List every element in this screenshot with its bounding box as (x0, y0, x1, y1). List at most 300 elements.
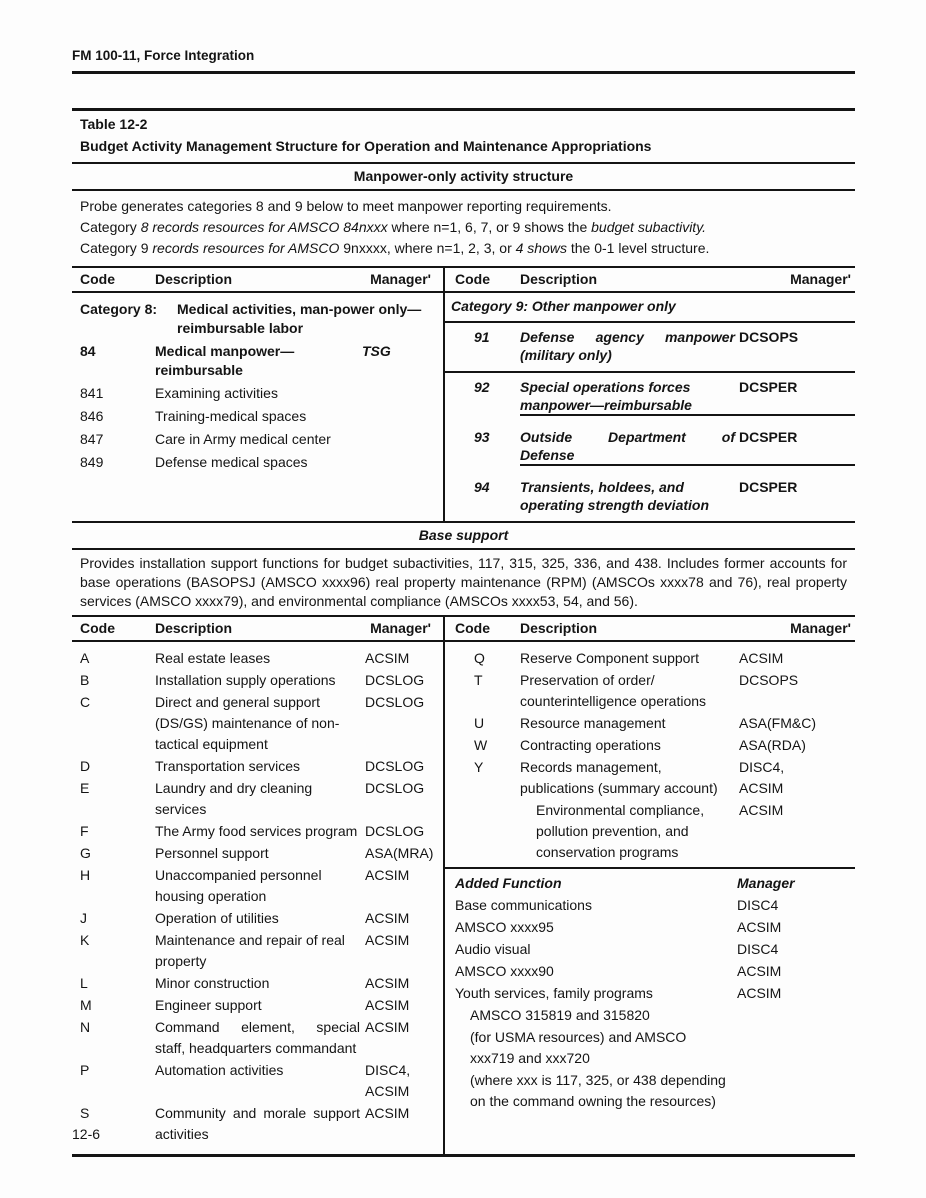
text-segment: where n=1, 6, 7, or 9 shows the (387, 219, 592, 235)
row-manager (360, 692, 443, 755)
row-description (520, 648, 735, 669)
category8-column (72, 293, 443, 521)
text-line: ACSIM (365, 650, 410, 666)
text-line: Medical manpower— (155, 343, 295, 359)
row-manager (360, 453, 443, 472)
section1-body (72, 293, 855, 521)
code-text: 93 (474, 429, 490, 445)
text-line: (for USMA resources) and AMSCO (470, 1029, 687, 1045)
row-manager (735, 328, 855, 364)
text-line: DCSLOG (365, 758, 425, 774)
text-line: Direct and general support (155, 694, 320, 710)
code-text: 84 (80, 343, 96, 359)
text-line: Audio visual (455, 941, 531, 957)
text-line: ACSIM (365, 867, 410, 883)
row-manager (737, 1005, 855, 1026)
row-code (72, 430, 155, 449)
text-line: DCSOPS (739, 672, 799, 688)
code-text: E (80, 780, 90, 796)
text-line: DISC4, (739, 759, 785, 775)
base-support-right-rows (445, 642, 855, 863)
code-column-header: Code (80, 271, 115, 287)
text-line: xxx719 and xxx720 (470, 1050, 590, 1066)
table-row (72, 1060, 443, 1102)
row-description (520, 713, 735, 734)
text-line: manpower—reimbursable (520, 397, 692, 413)
text-line: (where xxx is 117, 325, or 438 depending (470, 1072, 726, 1088)
row-description (455, 873, 737, 894)
row-description (520, 735, 735, 756)
text-line: AMSCO xxxx95 (455, 919, 554, 935)
row-manager (360, 648, 443, 669)
text-line: DCSLOG (365, 672, 425, 688)
text-line: ACSIM (737, 963, 782, 979)
text-line: ACSIM (365, 932, 410, 948)
row-manager (737, 939, 855, 960)
text-line: DISC4 (737, 941, 779, 957)
page-number: 12-6 (72, 1126, 101, 1142)
text-line: housing operation (155, 888, 267, 904)
text-line: reimbursable labor (177, 320, 304, 336)
table-row (72, 778, 443, 820)
row-code (72, 453, 155, 472)
row-manager (737, 917, 855, 938)
code-text: 849 (80, 454, 104, 470)
text-line: ACSIM (739, 802, 784, 818)
text-line: ACSIM (737, 919, 782, 935)
category-label: Category 9: Other manpower only (451, 298, 676, 314)
code-text: 846 (80, 408, 104, 424)
row-description (155, 973, 360, 994)
row-manager (735, 428, 855, 466)
text-line: AMSCO 315819 and 315820 (470, 1007, 650, 1023)
text-line: ACSIM (365, 997, 410, 1013)
text-line: TSG (362, 343, 391, 359)
text-line: Medical activities, man-power only— (177, 301, 422, 317)
table-row (445, 939, 855, 960)
row-description (155, 1060, 360, 1102)
text-line: Command element, special (155, 1019, 360, 1035)
row-description (520, 800, 735, 863)
text-line: ASA(RDA) (739, 737, 806, 753)
code-text: Category 8: (80, 301, 158, 317)
code-text: T (474, 672, 483, 688)
code-text: A (80, 650, 90, 666)
row-code (445, 713, 520, 734)
row-code (72, 1017, 155, 1059)
section2-intro: Provides installation support functions for budget subactivities, 117, 315, 325, 336, and 438. Includes former accounts for base operations (BASOPSJ (AMSCO xxxx96) real property maintenance (RPM) (AMSCOs xxxx78 and 76), real property services (AMSCO xxxx79), and environmental compliance (AMSCOs xxxx53, 54, and 56). (72, 550, 855, 617)
row-code (72, 1060, 155, 1102)
row-description (155, 407, 360, 426)
row-manager (360, 1103, 443, 1145)
table-row (72, 670, 443, 691)
table-row (72, 995, 443, 1016)
section2-band-title: Base support (72, 521, 855, 550)
section2-column-headers (72, 617, 855, 642)
table-row (72, 930, 443, 972)
column-header-right (443, 268, 855, 291)
text-line: DISC4, (365, 1062, 411, 1078)
row-manager (737, 1027, 855, 1069)
row-manager (360, 908, 443, 929)
row-description (520, 428, 735, 466)
row-description (470, 1027, 737, 1069)
text-line: publications (summary account) (520, 780, 718, 796)
text-line: ACSIM (365, 1083, 410, 1099)
row-code (72, 778, 155, 820)
intro-line (80, 196, 847, 217)
text-line: pollution prevention, and (536, 823, 689, 839)
row-manager (735, 800, 855, 863)
row-description (520, 378, 735, 416)
text-line: Real estate leases (155, 650, 271, 666)
text-line: Resource management (520, 715, 666, 731)
row-code (72, 843, 155, 864)
text-line: ACSIM (365, 1105, 410, 1121)
text-line: DCSLOG (365, 694, 425, 710)
text-segment: Category 9 (80, 240, 153, 256)
column-header-left (72, 268, 443, 291)
text-line: staff, headquarters commandant (155, 1040, 357, 1056)
row-code (72, 995, 155, 1016)
added-function-block (445, 867, 855, 1119)
table-row (445, 1005, 855, 1026)
text-line: (military only) (520, 347, 612, 363)
section1-column-headers (72, 268, 855, 293)
text-line: Automation activities (155, 1062, 284, 1078)
table-row (445, 473, 855, 521)
row-manager (735, 735, 855, 756)
description-column-header: Description (520, 620, 598, 636)
text-line: Records management, (520, 759, 662, 775)
row-code (72, 648, 155, 669)
code-text: C (80, 694, 91, 710)
row-description (520, 670, 735, 712)
section1-band-title: Manpower-only activity structure (72, 164, 855, 191)
row-code (72, 670, 155, 691)
code-text: F (80, 823, 89, 839)
row-description (455, 895, 737, 916)
text-line: reimbursable (155, 362, 243, 378)
row-description (455, 917, 737, 938)
manager-column-header: Manager' (790, 620, 851, 636)
row-code (72, 821, 155, 842)
table-row (445, 917, 855, 938)
text-line: DCSLOG (365, 823, 425, 839)
code-text: S (80, 1105, 90, 1121)
row-code (445, 428, 520, 466)
table-row (445, 735, 855, 756)
text-line: ACSIM (365, 910, 410, 926)
table-row (72, 300, 443, 338)
row-code (72, 756, 155, 777)
header-title: FM 100-11, Force Integration (72, 48, 255, 63)
text-line: DCSPER (739, 429, 798, 445)
text-segment: Probe generates categories 8 and 9 below to meet manpower reporting requirements. (80, 198, 612, 214)
row-description (155, 1017, 360, 1059)
code-text: L (80, 975, 88, 991)
row-description (455, 961, 737, 982)
text-line: Defense agency manpower (520, 329, 735, 345)
text-line: Examining activities (155, 385, 278, 401)
text-line: Reserve Component support (520, 650, 699, 666)
row-manager (737, 961, 855, 982)
code-text: P (80, 1062, 90, 1078)
row-code (445, 800, 520, 863)
row-code (72, 342, 155, 380)
category9-column (443, 293, 855, 521)
text-line: Installation supply operations (155, 672, 336, 688)
table-row (445, 713, 855, 734)
row-code (445, 757, 520, 799)
row-description (155, 670, 360, 691)
text-line: Engineer support (155, 997, 262, 1013)
row-code (72, 908, 155, 929)
code-text: N (80, 1019, 91, 1035)
row-description (455, 983, 737, 1004)
row-description (155, 756, 360, 777)
text-segment: records resources for AMSCO (152, 240, 340, 256)
row-manager (360, 930, 443, 972)
code-text: 847 (80, 431, 104, 447)
text-line: DCSLOG (365, 780, 425, 796)
row-description (455, 939, 737, 960)
row-manager (432, 300, 443, 338)
base-support-right-column (443, 642, 855, 1154)
table-row (72, 865, 443, 907)
text-line: ACSIM (739, 650, 784, 666)
text-line: Youth services, family programs (455, 985, 653, 1001)
table-row (72, 648, 443, 669)
table-row (445, 800, 855, 863)
base-support-left-column (72, 642, 443, 1154)
text-line: Added Function (455, 875, 562, 891)
row-manager (737, 895, 855, 916)
code-column-header: Code (455, 271, 490, 287)
row-manager (360, 865, 443, 907)
text-segment: 4 shows (515, 240, 567, 256)
row-description (155, 930, 360, 972)
text-line: Manager (737, 875, 795, 891)
text-line: Environmental compliance, (536, 802, 705, 818)
table-row (445, 423, 855, 473)
row-description (155, 995, 360, 1016)
code-text: K (80, 932, 90, 948)
row-manager (360, 1017, 443, 1059)
row-manager (360, 843, 443, 864)
table-row (72, 342, 443, 380)
page-header (72, 48, 855, 74)
text-line: DCSPER (739, 479, 798, 495)
description-column-header: Description (155, 620, 233, 636)
code-text: Q (474, 650, 485, 666)
text-line: conservation programs (536, 844, 679, 860)
table-row (445, 648, 855, 669)
table-row (445, 670, 855, 712)
column-header-right (443, 617, 855, 640)
text-line: Minor construction (155, 975, 270, 991)
table-12-2 (72, 108, 855, 1157)
text-line: Defense medical spaces (155, 454, 308, 470)
table-row (72, 1103, 443, 1145)
text-line: ASA(FM&C) (739, 715, 816, 731)
text-line: ACSIM (739, 780, 784, 796)
description-column-header: Description (520, 271, 598, 287)
row-manager (737, 1070, 855, 1112)
intro-line (80, 217, 847, 238)
added-function-header (445, 873, 855, 894)
row-manager (735, 757, 855, 799)
row-description (155, 384, 360, 403)
row-code (72, 300, 177, 338)
table-row (72, 430, 443, 449)
code-text: D (80, 758, 91, 774)
text-line: ASA(MRA) (365, 845, 434, 861)
row-manager (735, 478, 855, 514)
text-line: Preservation of order/ (520, 672, 655, 688)
description-column-header: Description (155, 271, 233, 287)
text-line: Outside Department of (520, 429, 735, 445)
row-code (445, 670, 520, 712)
table-row (445, 1070, 855, 1112)
text-line: (DS/GS) maintenance of non- (155, 715, 340, 731)
text-line: Personnel support (155, 845, 269, 861)
table-label: Table 12-2 (80, 116, 148, 132)
text-line: DCSPER (739, 379, 798, 395)
text-line: Base communications (455, 897, 592, 913)
row-manager (360, 384, 443, 403)
row-manager (735, 648, 855, 669)
row-description (177, 300, 432, 338)
row-manager (360, 756, 443, 777)
row-manager (360, 1060, 443, 1102)
code-text: 92 (474, 379, 490, 395)
row-description (520, 478, 735, 514)
row-code (445, 735, 520, 756)
table-row (445, 895, 855, 916)
table-row (72, 1017, 443, 1059)
row-description (155, 908, 360, 929)
text-line: AMSCO xxxx90 (455, 963, 554, 979)
row-description (155, 692, 360, 755)
row-manager (735, 713, 855, 734)
code-text: J (80, 910, 87, 926)
row-code (72, 973, 155, 994)
text-line: Contracting operations (520, 737, 661, 753)
category-row (445, 293, 855, 323)
row-description (155, 865, 360, 907)
text-line: operating strength deviation (520, 497, 710, 513)
text-line: Transportation services (155, 758, 300, 774)
text-line: Community and morale support (155, 1105, 360, 1121)
code-text: M (80, 997, 92, 1013)
row-code (445, 648, 520, 669)
manager-column-header: Manager' (790, 271, 851, 287)
row-description (155, 342, 360, 380)
text-line: ACSIM (365, 975, 410, 991)
code-text: 94 (474, 479, 490, 495)
text-line: Transients, holdees, and (520, 479, 684, 495)
row-manager (360, 430, 443, 449)
code-text: H (80, 867, 91, 883)
text-line: activities (155, 1126, 209, 1142)
row-code (72, 930, 155, 972)
text-line: ACSIM (365, 1019, 410, 1035)
row-manager (360, 670, 443, 691)
row-code (72, 692, 155, 755)
text-line: Training-medical spaces (155, 408, 307, 424)
table-row (72, 821, 443, 842)
code-text: W (474, 737, 488, 753)
row-description (470, 1070, 737, 1112)
text-line: The Army food services program (155, 823, 358, 839)
row-manager (360, 342, 443, 380)
table-row (72, 973, 443, 994)
text-line: Laundry and dry cleaning (155, 780, 313, 796)
row-description (155, 430, 360, 449)
table-row (72, 908, 443, 929)
code-text: Y (474, 759, 484, 775)
row-description (520, 328, 735, 364)
row-manager (360, 778, 443, 820)
table-row (72, 692, 443, 755)
code-text: U (474, 715, 485, 731)
code-text: 841 (80, 385, 104, 401)
row-description (155, 821, 360, 842)
text-line: Defense (520, 447, 575, 463)
table-row (445, 961, 855, 982)
text-line: DCSOPS (739, 329, 799, 345)
row-manager (737, 873, 855, 894)
code-text: B (80, 672, 90, 688)
text-segment: Category (80, 219, 141, 235)
table-row (445, 983, 855, 1004)
section1-intro (72, 191, 855, 268)
text-line: Operation of utilities (155, 910, 279, 926)
row-manager (360, 407, 443, 426)
table-row (445, 373, 855, 423)
text-line: Maintenance and repair of real (155, 932, 345, 948)
table-row (72, 756, 443, 777)
text-line: services (155, 801, 207, 817)
table-title: Budget Activity Management Structure for Operation and Maintenance Appropriations (72, 133, 855, 164)
text-segment: 9nxxxx, where n=1, 2, 3, or (339, 240, 516, 256)
text-line: Special operations forces (520, 379, 691, 395)
table-row (72, 453, 443, 472)
text-line: counterintelligence operations (520, 693, 707, 709)
row-manager (360, 973, 443, 994)
manager-column-header: Manager' (370, 620, 431, 636)
text-line: Unaccompanied personnel (155, 867, 322, 883)
row-description (520, 757, 735, 799)
text-line: Care in Army medical center (155, 431, 331, 447)
row-code (72, 865, 155, 907)
text-line: tactical equipment (155, 736, 268, 752)
table-row (72, 384, 443, 403)
text-segment: the 0-1 level structure. (566, 240, 710, 256)
table-row (72, 407, 443, 426)
text-line: on the command owning the resources) (470, 1093, 716, 1109)
row-description (155, 1103, 360, 1145)
row-manager (735, 378, 855, 416)
code-text: 91 (474, 329, 490, 345)
column-header-left (72, 617, 443, 640)
code-column-header: Code (80, 620, 115, 636)
code-column-header: Code (455, 620, 490, 636)
text-segment: 8 records resources for AMSCO 84nxxx (140, 219, 388, 235)
code-text: G (80, 845, 91, 861)
row-description (155, 843, 360, 864)
